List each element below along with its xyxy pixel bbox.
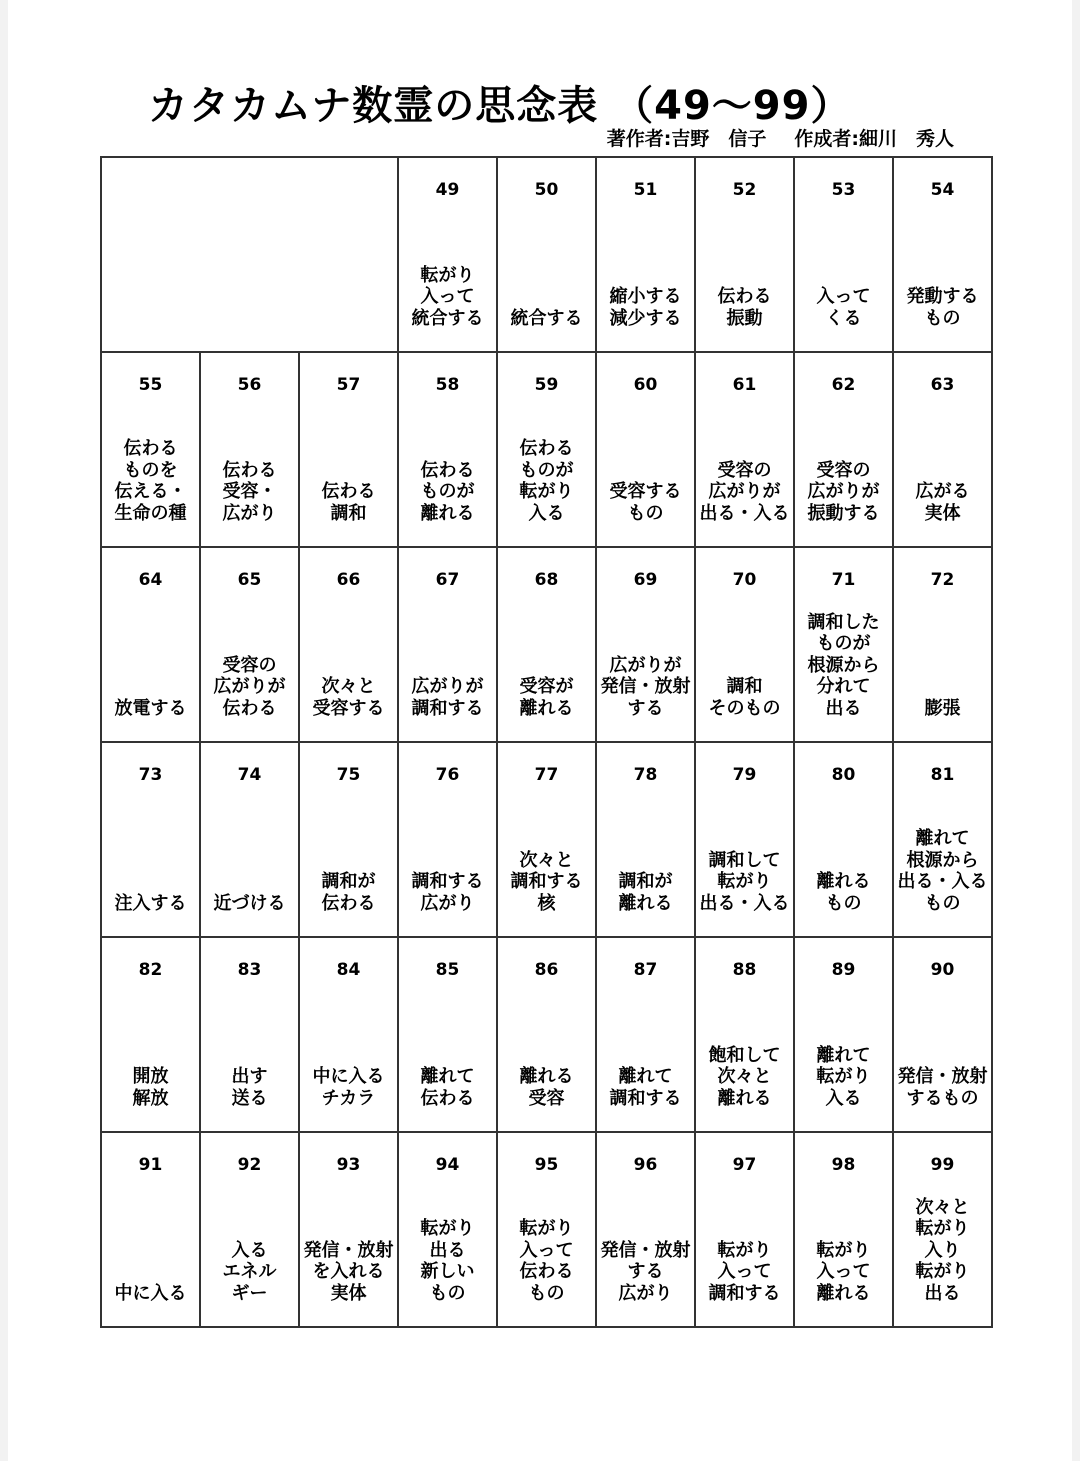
cell-number: 54 bbox=[930, 180, 955, 200]
table-row bbox=[101, 937, 992, 1132]
cell-number: 92 bbox=[237, 1155, 262, 1175]
number-cell bbox=[893, 157, 992, 352]
number-cell bbox=[695, 352, 794, 547]
cell-meaning: 離れて 伝わる bbox=[420, 1066, 475, 1109]
cell-number: 55 bbox=[138, 375, 163, 395]
cell-meaning: 伝わる ものが 離れる bbox=[420, 459, 475, 524]
number-cell bbox=[596, 157, 695, 352]
number-cell bbox=[794, 547, 893, 742]
creator-credit: 作成者:細川 秀人 bbox=[794, 128, 954, 150]
number-cell bbox=[299, 352, 398, 547]
cell-meaning: 伝わる ものを 伝える・ 生命の種 bbox=[114, 438, 187, 524]
cell-meaning: 発信・放射 する 広がり bbox=[600, 1239, 691, 1304]
cell-number: 52 bbox=[732, 180, 757, 200]
cell-meaning: 次々と 受容する bbox=[312, 676, 385, 719]
number-cell bbox=[596, 547, 695, 742]
number-cell bbox=[200, 742, 299, 937]
cell-meaning: 放電する bbox=[114, 697, 187, 719]
number-cell bbox=[101, 1132, 200, 1327]
cell-meaning: 離れて 転がり 入る bbox=[816, 1044, 871, 1109]
number-cell bbox=[596, 352, 695, 547]
cell-number: 99 bbox=[930, 1155, 955, 1175]
cell-meaning: 転がり 出る 新しい もの bbox=[420, 1218, 475, 1304]
cell-meaning: 受容の 広がりが 伝わる bbox=[213, 654, 286, 719]
cell-number: 58 bbox=[435, 375, 460, 395]
cell-number: 53 bbox=[831, 180, 856, 200]
author-credit: 著作者:吉野 信子 bbox=[606, 128, 767, 150]
cell-meaning: 調和した ものが 根源から 分れて 出る bbox=[807, 611, 880, 719]
cell-number: 97 bbox=[732, 1155, 757, 1175]
number-cell bbox=[695, 937, 794, 1132]
cell-number: 90 bbox=[930, 960, 955, 980]
cell-number: 91 bbox=[138, 1155, 163, 1175]
number-cell bbox=[101, 937, 200, 1132]
cell-meaning: 調和が 伝わる bbox=[321, 871, 376, 914]
cell-number: 98 bbox=[831, 1155, 856, 1175]
cell-meaning: 入って くる bbox=[816, 286, 871, 329]
cell-meaning: 調和して 転がり 出る・入る bbox=[699, 849, 790, 914]
cell-meaning: 受容する もの bbox=[609, 481, 682, 524]
number-cell bbox=[893, 352, 992, 547]
cell-number: 93 bbox=[336, 1155, 361, 1175]
cell-number: 89 bbox=[831, 960, 856, 980]
number-cell bbox=[101, 742, 200, 937]
cell-meaning: 発動する もの bbox=[906, 286, 979, 329]
number-cell bbox=[101, 547, 200, 742]
cell-number: 82 bbox=[138, 960, 163, 980]
number-cell bbox=[398, 742, 497, 937]
cell-number: 66 bbox=[336, 570, 361, 590]
number-cell bbox=[497, 937, 596, 1132]
number-cell bbox=[200, 937, 299, 1132]
number-cell bbox=[398, 157, 497, 352]
table-row bbox=[101, 742, 992, 937]
number-cell bbox=[497, 1132, 596, 1327]
number-cell bbox=[794, 157, 893, 352]
cell-number: 85 bbox=[435, 960, 460, 980]
number-cell bbox=[695, 1132, 794, 1327]
cell-meaning: 次々と 調和する 核 bbox=[510, 849, 583, 914]
empty-header-cell bbox=[101, 157, 398, 352]
cell-meaning: 広がりが 発信・放射 する bbox=[600, 654, 691, 719]
cell-meaning: 統合する bbox=[510, 307, 583, 329]
number-cell bbox=[398, 547, 497, 742]
cell-meaning: 調和する 広がり bbox=[411, 871, 484, 914]
number-cell bbox=[596, 937, 695, 1132]
cell-number: 68 bbox=[534, 570, 559, 590]
number-cell bbox=[200, 1132, 299, 1327]
table-row bbox=[101, 352, 992, 547]
cell-meaning: 離れる 受容 bbox=[519, 1066, 574, 1109]
number-cell bbox=[299, 547, 398, 742]
cell-number: 84 bbox=[336, 960, 361, 980]
number-cell bbox=[497, 157, 596, 352]
table-row bbox=[101, 547, 992, 742]
cell-number: 79 bbox=[732, 765, 757, 785]
cell-number: 88 bbox=[732, 960, 757, 980]
cell-number: 70 bbox=[732, 570, 757, 590]
cell-number: 59 bbox=[534, 375, 559, 395]
number-cell bbox=[200, 547, 299, 742]
cell-number: 60 bbox=[633, 375, 658, 395]
cell-number: 69 bbox=[633, 570, 658, 590]
number-cell bbox=[596, 1132, 695, 1327]
cell-meaning: 伝わる 受容・ 広がり bbox=[222, 459, 277, 524]
cell-number: 51 bbox=[633, 180, 658, 200]
cell-meaning: 受容の 広がりが 振動する bbox=[807, 459, 880, 524]
number-cell bbox=[893, 742, 992, 937]
number-cell bbox=[497, 547, 596, 742]
cell-number: 76 bbox=[435, 765, 460, 785]
cell-number: 87 bbox=[633, 960, 658, 980]
cell-number: 78 bbox=[633, 765, 658, 785]
number-cell bbox=[893, 547, 992, 742]
cell-number: 73 bbox=[138, 765, 163, 785]
number-cell bbox=[794, 742, 893, 937]
cell-meaning: 膨張 bbox=[924, 697, 961, 719]
number-cell bbox=[794, 1132, 893, 1327]
cell-number: 62 bbox=[831, 375, 856, 395]
table-row bbox=[101, 1132, 992, 1327]
cell-number: 61 bbox=[732, 375, 757, 395]
cell-meaning: 離れて 根源から 出る・入る もの bbox=[897, 828, 988, 914]
cell-meaning: 発信・放射 するもの bbox=[897, 1066, 988, 1109]
cell-meaning: 広がりが 調和する bbox=[411, 676, 484, 719]
cell-number: 50 bbox=[534, 180, 559, 200]
number-meaning-table bbox=[100, 156, 993, 1328]
cell-meaning: 広がる 実体 bbox=[915, 481, 970, 524]
cell-meaning: 伝わる ものが 転がり 入る bbox=[519, 438, 574, 524]
number-cell bbox=[398, 352, 497, 547]
cell-meaning: 離れて 調和する bbox=[609, 1066, 682, 1109]
cell-number: 81 bbox=[930, 765, 955, 785]
cell-meaning: 縮小する 減少する bbox=[609, 286, 682, 329]
cell-meaning: 入る エネル ギー bbox=[222, 1239, 277, 1304]
cell-meaning: 調和 そのもの bbox=[708, 676, 781, 719]
cell-meaning: 伝わる 調和 bbox=[321, 481, 376, 524]
cell-meaning: 伝わる 振動 bbox=[717, 286, 772, 329]
cell-number: 95 bbox=[534, 1155, 559, 1175]
cell-number: 57 bbox=[336, 375, 361, 395]
cell-number: 77 bbox=[534, 765, 559, 785]
cell-meaning: 中に入る bbox=[114, 1282, 187, 1304]
cell-number: 94 bbox=[435, 1155, 460, 1175]
number-cell bbox=[596, 742, 695, 937]
number-cell bbox=[299, 742, 398, 937]
number-cell bbox=[695, 547, 794, 742]
credits-line bbox=[607, 124, 954, 151]
cell-meaning: 転がり 入って 調和する bbox=[708, 1239, 781, 1304]
cell-meaning: 近づける bbox=[213, 892, 286, 914]
cell-number: 96 bbox=[633, 1155, 658, 1175]
cell-meaning: 調和が 離れる bbox=[618, 871, 673, 914]
page-title: カタカムナ数霊の思念表 （49～99） bbox=[148, 83, 852, 129]
cell-number: 80 bbox=[831, 765, 856, 785]
cell-number: 74 bbox=[237, 765, 262, 785]
cell-meaning: 次々と 転がり 入り 転がり 出る bbox=[915, 1196, 970, 1304]
number-cell bbox=[398, 1132, 497, 1327]
cell-number: 72 bbox=[930, 570, 955, 590]
cell-meaning: 受容が 離れる bbox=[519, 676, 574, 719]
cell-number: 75 bbox=[336, 765, 361, 785]
cell-meaning: 受容の 広がりが 出る・入る bbox=[699, 459, 790, 524]
number-cell bbox=[398, 937, 497, 1132]
table-row bbox=[101, 157, 992, 352]
cell-meaning: 転がり 入って 伝わる もの bbox=[519, 1218, 574, 1304]
cell-number: 83 bbox=[237, 960, 262, 980]
cell-meaning: 注入する bbox=[114, 892, 187, 914]
number-cell bbox=[695, 742, 794, 937]
cell-number: 63 bbox=[930, 375, 955, 395]
cell-number: 71 bbox=[831, 570, 856, 590]
cell-meaning: 出す 送る bbox=[231, 1066, 268, 1109]
cell-meaning: 発信・放射 を入れる 実体 bbox=[303, 1239, 394, 1304]
cell-meaning: 離れる もの bbox=[816, 871, 871, 914]
number-cell bbox=[893, 1132, 992, 1327]
number-cell bbox=[101, 352, 200, 547]
cell-number: 86 bbox=[534, 960, 559, 980]
number-cell bbox=[497, 742, 596, 937]
number-cell bbox=[794, 937, 893, 1132]
cell-number: 65 bbox=[237, 570, 262, 590]
number-cell bbox=[299, 1132, 398, 1327]
cell-meaning: 中に入る チカラ bbox=[312, 1066, 385, 1109]
number-cell bbox=[893, 937, 992, 1132]
number-cell bbox=[299, 937, 398, 1132]
cell-number: 49 bbox=[435, 180, 460, 200]
number-cell bbox=[695, 157, 794, 352]
number-cell bbox=[497, 352, 596, 547]
number-cell bbox=[794, 352, 893, 547]
cell-meaning: 転がり 入って 離れる bbox=[816, 1239, 871, 1304]
cell-meaning: 転がり 入って 統合する bbox=[411, 264, 484, 329]
number-cell bbox=[200, 352, 299, 547]
cell-meaning: 飽和して 次々と 離れる bbox=[708, 1044, 781, 1109]
cell-number: 64 bbox=[138, 570, 163, 590]
cell-number: 56 bbox=[237, 375, 262, 395]
cell-number: 67 bbox=[435, 570, 460, 590]
cell-meaning: 開放 解放 bbox=[132, 1066, 169, 1109]
